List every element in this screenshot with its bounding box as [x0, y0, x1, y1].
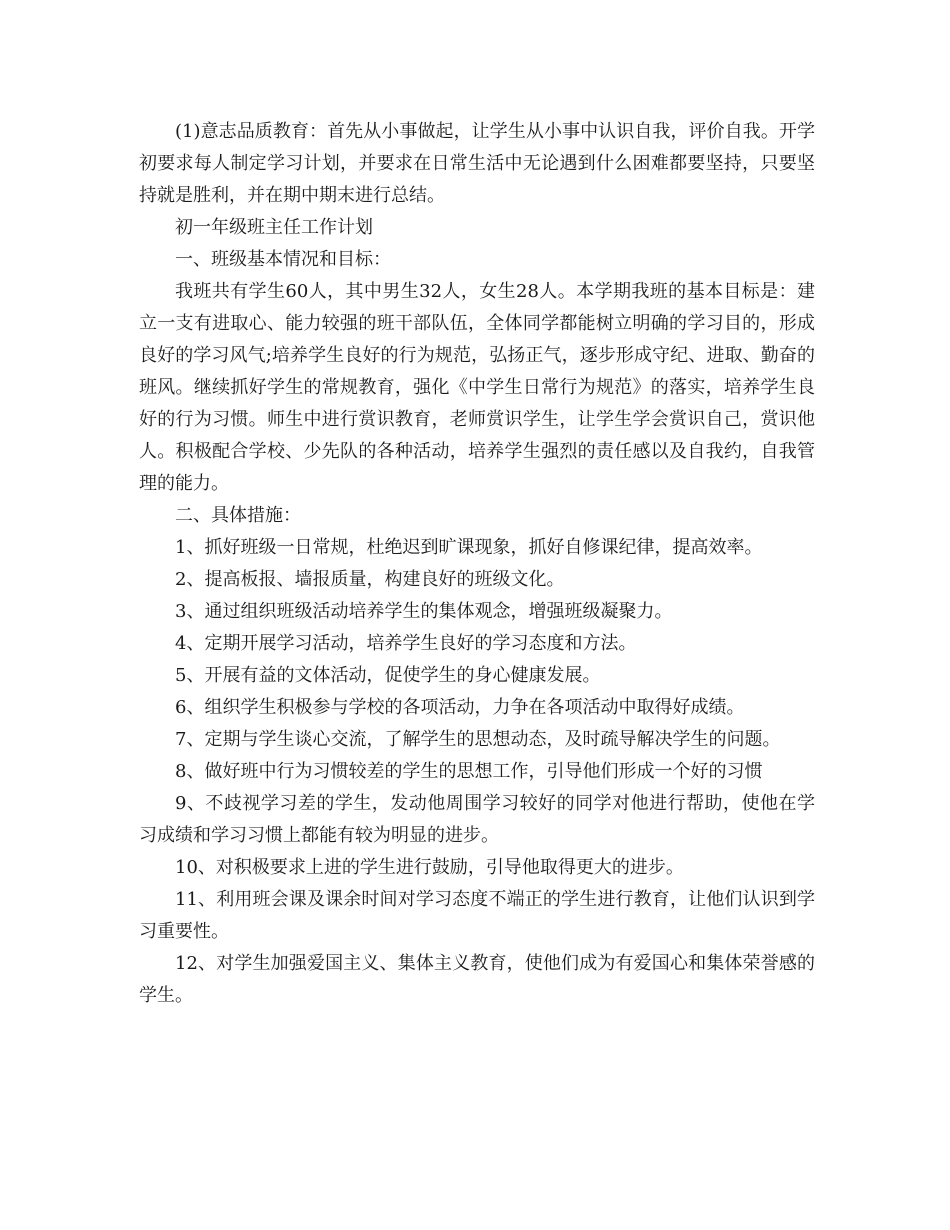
measure-item-12: 12、对学生加强爱国主义、集体主义教育，使他们成为有爱国心和集体荣誉感的学生。 [139, 953, 815, 1006]
measure-item-6: 6、组织学生积极参与学校的各项活动，力争在各项活动中取得好成绩。 [175, 697, 745, 718]
measure-item-3: 3、通过组织班级活动培养学生的集体观念，增强班级凝聚力。 [175, 601, 673, 622]
measure-item-4: 4、定期开展学习活动，培养学生良好的学习态度和方法。 [175, 633, 637, 654]
measure-item-9: 9、不歧视学习差的学生，发动他周围学习较好的同学对他进行帮助，使他在学习成绩和学习习惯上都能有较为明显的进步。 [139, 793, 815, 846]
paragraph-class-overview: 我班共有学生60人，其中男生32人，女生28人。本学期我班的基本目标是：建立一支有进取心、能力较强的班干部队伍，全体同学都能树立明确的学习目的，形成良好的学习风气;培养学生良好的行为规范，弘扬正气，逐步形成守纪、进取、勤奋的班风。继续抓好学生的常规教育，强化《中学生日常行为规范》的落实，培养学生良好的行为习惯。师生中进行赏识教育，老师赏识学生，让学生学会赏识自己，赏识他人。积极配合学校、少先队的各种活动，培养学生强烈的责任感以及自我约，自我管理的能力。 [139, 281, 815, 494]
measure-item-5: 5、开展有益的文体活动，促使学生的身心健康发展。 [175, 665, 601, 686]
measure-item-1: 1、抓好班级一日常规，杜绝迟到旷课现象，抓好自修课纪律，提高效率。 [175, 537, 763, 558]
measure-item-11: 11、利用班会课及课余时间对学习态度不端正的学生进行教育，让他们认识到学习重要性。 [139, 889, 815, 942]
measure-item-7: 7、定期与学生谈心交流，了解学生的思想动态，及时疏导解决学生的问题。 [175, 729, 781, 750]
section-heading-measures: 二、具体措施： [175, 505, 301, 526]
measure-item-2: 2、提高板报、墙报质量，构建良好的班级文化。 [175, 569, 565, 590]
document-heading: 初一年级班主任工作计划 [175, 217, 373, 238]
section-heading-class-overview: 一、班级基本情况和目标： [175, 249, 391, 270]
document-body [139, 116, 815, 1012]
measure-item-10: 10、对积极要求上进的学生进行鼓励，引导他取得更大的进步。 [175, 857, 684, 878]
measure-item-8: 8、做好班中行为习惯较差的学生的思想工作，引导他们形成一个好的习惯 [175, 761, 763, 782]
paragraph-willpower-education: (1)意志品质教育：首先从小事做起，让学生从小事中认识自我，评价自我。开学初要求每人制定学习计划，并要求在日常生活中无论遇到什么困难都要坚持，只要坚持就是胜利，并在期中期末进行总结。 [139, 121, 815, 206]
